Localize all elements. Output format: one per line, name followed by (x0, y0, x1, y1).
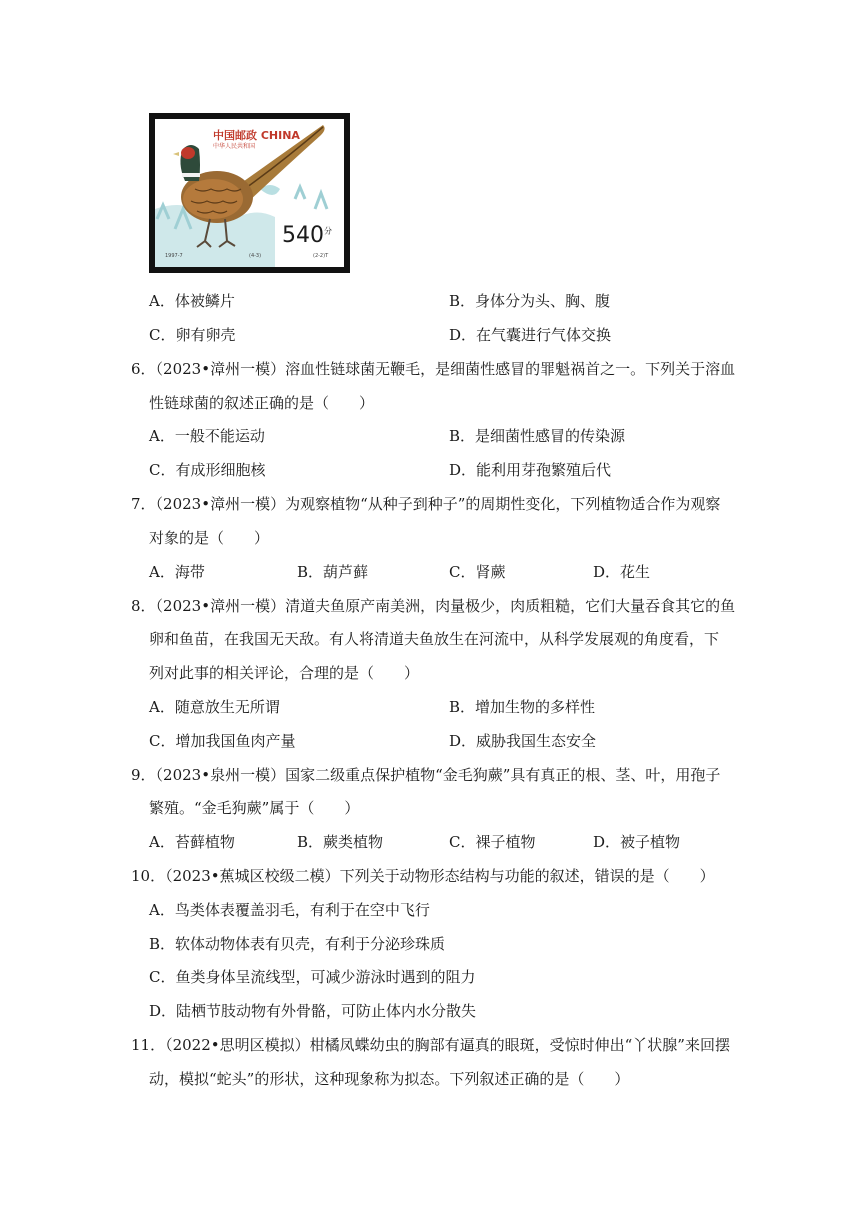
q9-option-c: C．裸子植物 (449, 833, 536, 851)
q10-option-b: B．软体动物体表有贝壳，有利于分泌珍珠质 (149, 935, 446, 953)
q9-stem-line-2: 繁殖。“金毛狗蕨”属于（ ） (149, 799, 360, 817)
q6-option-c: C．有成形细胞核 (149, 461, 266, 479)
q8-option-b: B．增加生物的多样性 (449, 698, 596, 716)
q10-option-a: A．鸟类体表覆盖羽毛，有利于在空中飞行 (149, 901, 430, 919)
pheasant-stamp-image (149, 113, 350, 273)
q6-stem-line-2: 性链球菌的叙述正确的是（ ） (149, 394, 375, 412)
q5-option-d: D．在气囊进行气体交换 (449, 326, 612, 344)
q7-option-b: B．葫芦藓 (297, 563, 369, 581)
q9-option-a: A．苔藓植物 (149, 833, 235, 851)
stamp-subtitle: 中华人民共和国 (213, 143, 256, 150)
q10-option-c: C．鱼类身体呈流线型，可减少游泳时遇到的阻力 (149, 968, 476, 986)
q7-option-d: D．花生 (593, 563, 651, 581)
q7-option-a: A．海带 (149, 563, 205, 581)
q8-stem-line-3: 列对此事的相关评论，合理的是（ ） (149, 664, 420, 682)
q5-option-a: A．体被鳞片 (149, 292, 235, 310)
q6-option-d: D．能利用芽孢繁殖后代 (449, 461, 612, 479)
q6-stem-line-1: 6．（2023•漳州一模）溶血性链球菌无鞭毛，是细菌性感冒的罪魁祸首之一。下列关于溶血 (131, 360, 736, 378)
q9-option-d: D．被子植物 (593, 833, 681, 851)
q9-option-b: B．蕨类植物 (297, 833, 384, 851)
q7-option-c: C．肾蕨 (449, 563, 506, 581)
stamp-code-left: 1997-7 (165, 253, 183, 259)
stamp-title: 中国邮政 CHINA (213, 129, 300, 142)
q7-stem-line-1: 7．（2023•漳州一模）为观察植物“从种子到种子”的周期性变化，下列植物适合作为观察 (131, 495, 721, 513)
stamp-value: $540^分$ (282, 223, 332, 248)
q11-stem-line-1: 11．（2022•思明区模拟）柑橘凤蝶幼虫的胸部有逼真的眼斑，受惊时伸出“丫状腺”来回摆 (131, 1036, 730, 1054)
q9-stem-line-1: 9．（2023•泉州一模）国家二级重点保护植物“金毛狗蕨”具有真正的根、茎、叶，用孢子 (131, 766, 721, 784)
q5-option-b: B．身体分为头、胸、腹 (449, 292, 611, 310)
q10-stem-line-1: 10．（2023•蕉城区校级二模）下列关于动物形态结构与功能的叙述，错误的是（ ） (131, 867, 715, 885)
q5-option-c: C．卵有卵壳 (149, 326, 236, 344)
q8-stem-line-2: 卵和鱼苗，在我国无天敌。有人将清道夫鱼放生在河流中，从科学发展观的角度看，下 (149, 630, 720, 648)
q7-stem-line-2: 对象的是（ ） (149, 529, 270, 547)
stamp-code-right: (2-2)T (313, 253, 329, 259)
q6-option-a: A．一般不能运动 (149, 427, 265, 445)
q8-option-c: C．增加我国鱼肉产量 (149, 732, 296, 750)
q8-option-d: D．威胁我国生态安全 (449, 732, 597, 750)
q11-stem-line-2: 动，模拟“蛇头”的形状，这种现象称为拟态。下列叙述正确的是（ ） (149, 1070, 630, 1088)
q10-option-d: D．陆栖节肢动物有外骨骼，可防止体内水分散失 (149, 1002, 477, 1020)
q6-option-b: B．是细菌性感冒的传染源 (449, 427, 626, 445)
q8-option-a: A．随意放生无所谓 (149, 698, 280, 716)
q8-stem-line-1: 8．（2023•漳州一模）清道夫鱼原产南美洲，肉量极少，肉质粗糙，它们大量吞食其它的鱼 (131, 597, 736, 615)
stamp-code-mid: (4-3) (249, 253, 262, 259)
